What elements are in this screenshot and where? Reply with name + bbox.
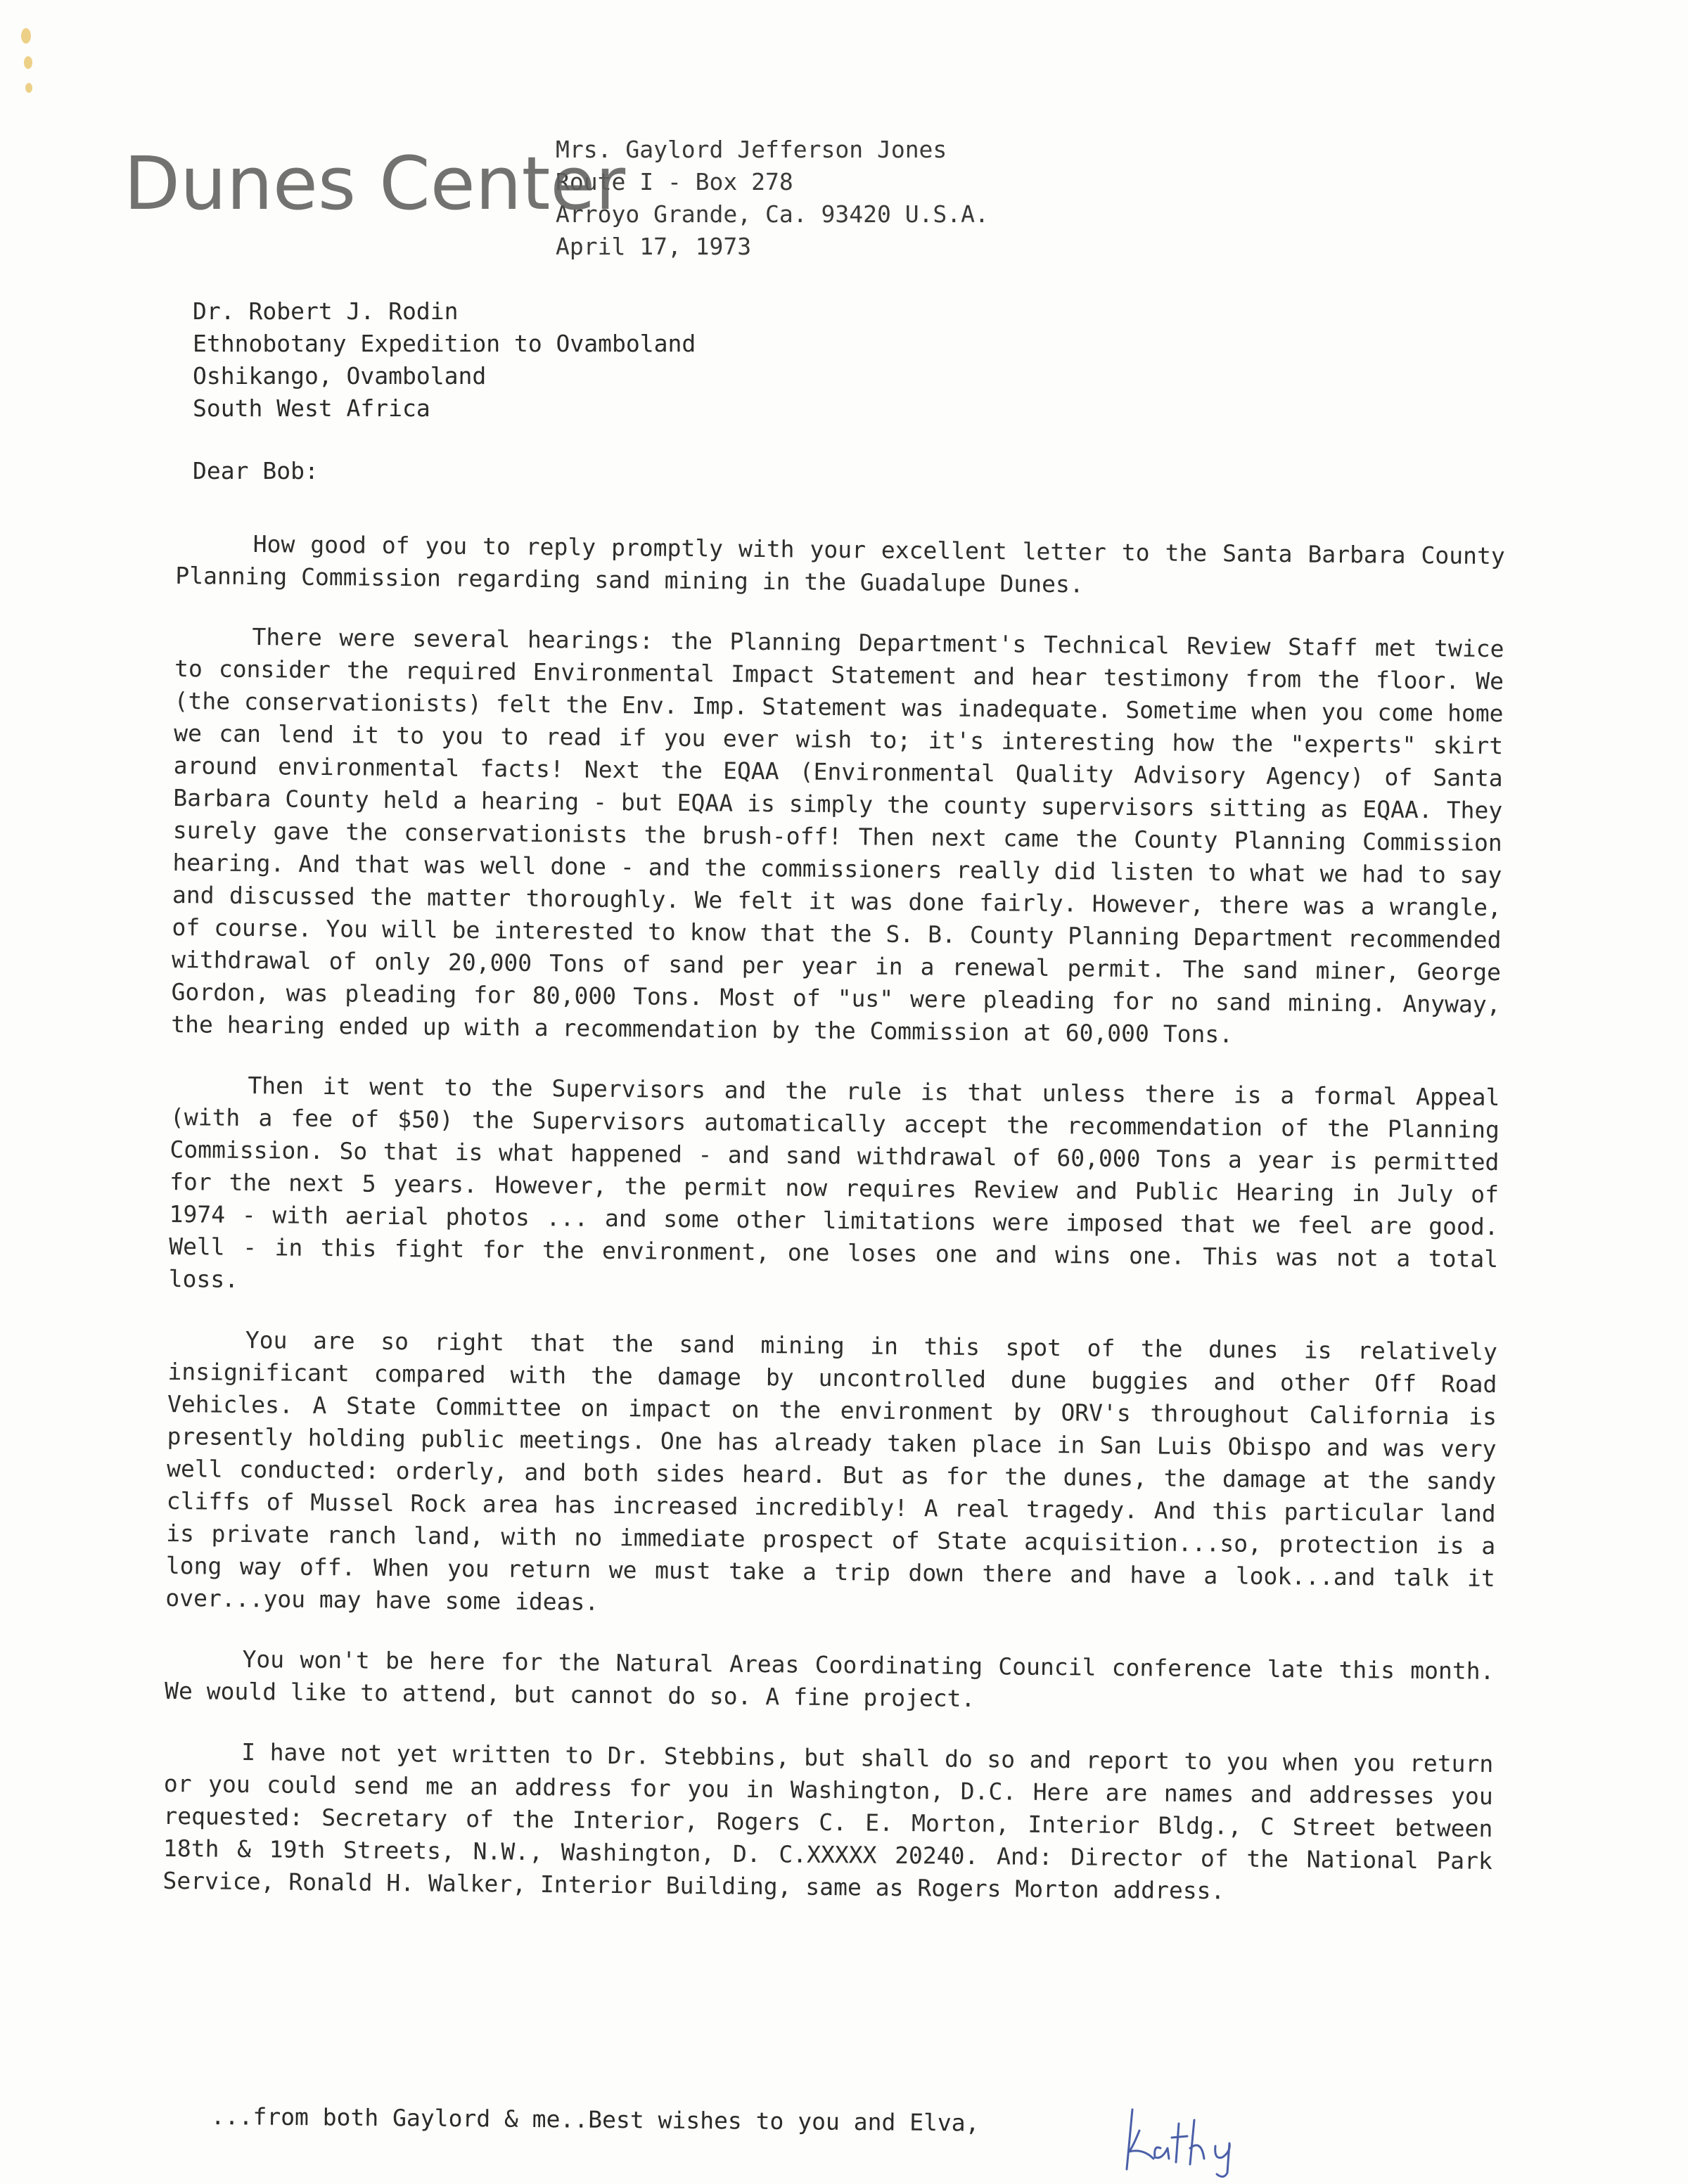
- recipient-name: Dr. Robert J. Rodin: [193, 297, 459, 325]
- signature-handwritten: [1111, 2081, 1266, 2180]
- letter-date: April 17, 1973: [556, 233, 752, 260]
- body-paragraph: Then it went to the Supervisors and the rule is that unless there is a formal Appeal (with a fee of $50) the Supervisors automatically accept the recommendation of the Planning Commission. So that is what happened - and sand withdrawal of 60,000 Tons a year is permitted for the next 5 years. However, the permit now requires Review and Public Hearing in July of 1974 - with aerial photos ... and some other limitations were imposed that we feel are good. Well - in this fight for the environment, one loses one and wins one. This was not a total loss.: [168, 1072, 1500, 1293]
- sender-address-line1: Route I - Box 278: [556, 168, 793, 195]
- closing-line: ...from both Gaylord & me..Best wishes to you and Elva,: [210, 2102, 980, 2137]
- recipient-country: South West Africa: [193, 394, 430, 422]
- body-paragraph: You are so right that the sand mining in this spot of the dunes is relatively insignificant compared with the damage by uncontrolled dune buggies and other Off Road Vehicles. A State Committee on impact on the environment by ORV's throughout California is presently holding public meetings. One has already taken place in San Luis Obispo and was very well conducted: orderly, and both sides heard. But as for the dunes, the damage at the sandy cliffs of Mussel Rock area has increased incredibly! A real tragedy. And this particular land is private ranch land, with no immediate prospect of State acquisition...so, protection is a long way off. When you return we must take a trip down there and have a look...and talk it over...you may have some ideas.: [165, 1326, 1498, 1616]
- recipient-city: Oshikango, Ovamboland: [193, 362, 487, 390]
- stain-mark: [24, 56, 32, 69]
- stain-mark: [25, 83, 32, 93]
- body-paragraph: How good of you to reply promptly with your excellent letter to the Santa Barbara County Planning Commission regarding sand mining in the Guadalupe Dunes.: [175, 530, 1505, 598]
- body-paragraph: You won't be here for the Natural Areas Coordinating Council conference late this month. We would like to attend, but cannot do so. A fine project.: [164, 1645, 1495, 1712]
- watermark-logo: Dunes Center: [124, 141, 626, 226]
- recipient-org: Ethnobotany Expedition to Ovamboland: [193, 330, 696, 357]
- body-paragraph: There were several hearings: the Planning Department's Technical Review Staff met twice to consider the required Environmental Impact Statement and hear testimony from the floor. We (the conservationists) felt the Env. Imp. Statement was inadequate. Sometime when you come home we can lend it to you to read if you ever wish to; it's interesting how the "experts" skirt around environmental facts! Next the EQAA (Environmental Quality Advisory Agency) of Santa Barbara County held a hearing - but EQAA is simply the county supervisors sitting as EQAA. They surely gave the conservationists the brush-off! Then next came the County Planning Commission hearing. And that was well done - and the commissioners really did listen to what we had to say and discussed the matter thoroughly. We felt it was done fairly. However, there was a wrangle, of course. You will be interested to know that the S. B. County Planning Department recommended withdrawal of only 20,000 Tons of sand per year in a renewal permit. The sand miner, George Gordon, was pleading for 80,000 Tons. Most of "us" were pleading for no sand mining. Anyway, the hearing ended up with a recommendation by the Commission at 60,000 Tons.: [171, 623, 1504, 1048]
- body-paragraph: I have not yet written to Dr. Stebbins, but shall do so and report to you when you return or you could send me an address for you in Washington, D.C. Here are names and addresses you requested: Secretary of the Interior, Rogers C. E. Morton, Interior Bldg., C Street between 18th & 19th Streets, N.W., Washington, D. C.XXXXX 20240. And: Director of the National Park Service, Ronald H. Walker, Interior Building, same as Rogers Morton address.: [162, 1737, 1494, 1905]
- letter-body: [162, 527, 1505, 1938]
- stain-mark: [21, 28, 31, 44]
- sender-name: Mrs. Gaylord Jefferson Jones: [556, 136, 947, 163]
- salutation: Dear Bob:: [193, 457, 319, 484]
- sender-address-line2: Arroyo Grande, Ca. 93420 U.S.A.: [556, 200, 989, 228]
- recipient-block: [193, 295, 696, 425]
